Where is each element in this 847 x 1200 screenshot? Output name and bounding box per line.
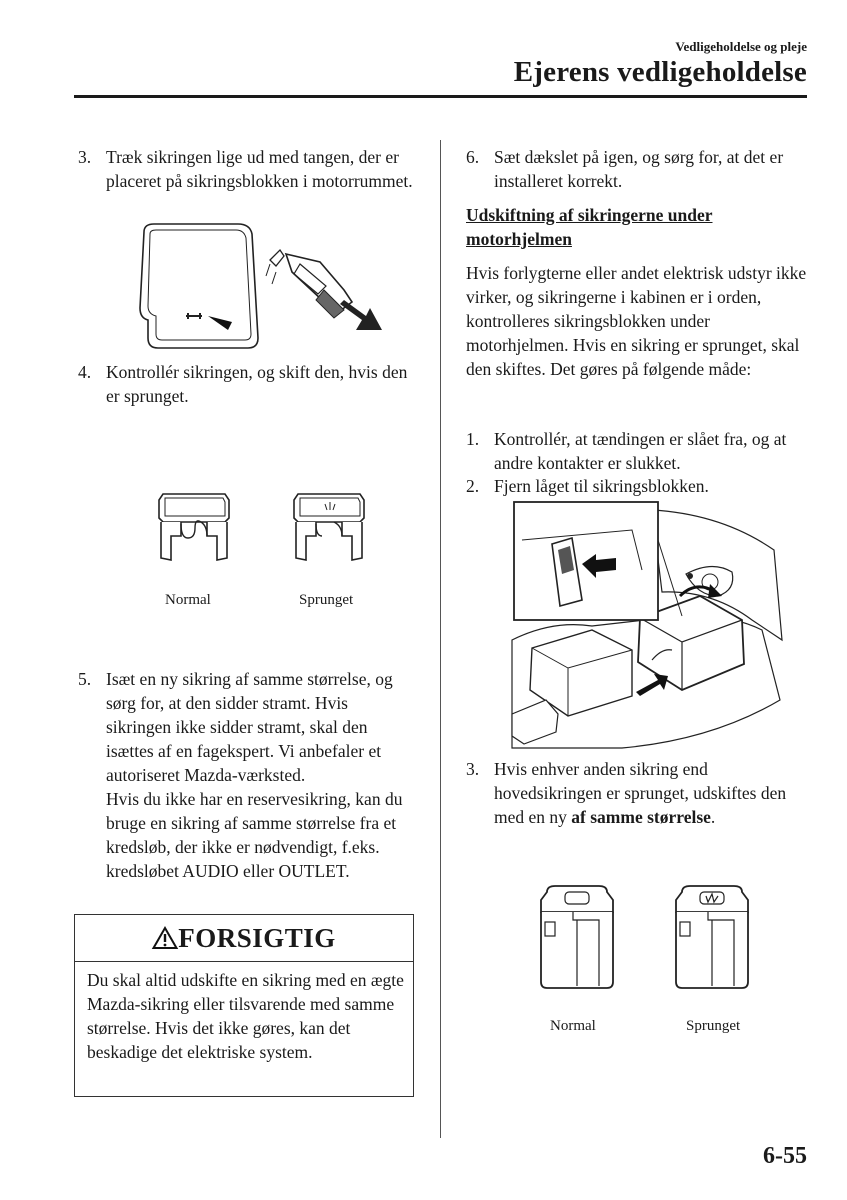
step-text: Isæt en ny sikring af samme størrelse, og sørg for, at den sidder stramt. Hvis sikringen ikke sidder stramt, skal den isættes af en fagekspert. Vi anbefaler et autoriseret Mazda-værksted.	[106, 669, 393, 785]
blade-fuse-normal-illustration	[155, 488, 233, 566]
caption-normal: Normal	[550, 1018, 596, 1034]
left-step-3	[78, 145, 416, 193]
step-number: 4.	[78, 362, 92, 382]
caution-box	[74, 914, 414, 1097]
step-text: Kontrollér, at tændingen er slået fra, og at andre kontakter er slukket.	[494, 429, 787, 473]
step-text-plain: Hvis enhver anden sikring end hovedsikringen er sprunget, udskiftes den med en ny	[494, 759, 787, 827]
intro-paragraph: Hvis forlygterne eller andet elektrisk udstyr ikke virker, og sikringerne i kabinen er i orden, kontrolleres sikringsblokken under motorhjelmen. Hvis en sikring er sprunget, skal den skiftes. Det gøres på følgende måde:	[466, 263, 807, 379]
caution-title: FORSIGTIG	[178, 922, 336, 953]
caution-header	[75, 915, 413, 962]
step-text-extra: Hvis du ikke har en reservesikring, kan du bruge en sikring af samme størrelse fra et kredsløb, der ikke er nødvendigt, f.eks. kredsløbet AUDIO eller OUTLET.	[106, 789, 403, 881]
step-text-end: .	[710, 807, 716, 827]
blade-fuse-blown-illustration	[290, 488, 368, 566]
step-number: 2.	[466, 476, 480, 496]
cartridge-fuse-normal-illustration	[537, 882, 617, 992]
left-step-4	[78, 360, 416, 408]
warning-triangle-icon	[152, 926, 178, 950]
page-title: Ejerens vedligeholdelse	[513, 56, 807, 88]
step-text: Træk sikringen lige ud med tangen, der er placeret på sikringsblokken i motorrummet.	[106, 147, 413, 191]
caution-text: Du skal altid udskifte en sikring med en ægte Mazda-sikring eller tilsvarende med samme størrelse. Hvis det ikke gøres, kan det beskadige det elektriske system.	[87, 970, 404, 1062]
page-number: 6-55	[763, 1143, 807, 1169]
right-step-2	[466, 474, 808, 498]
step-number: 3.	[78, 147, 92, 167]
section-subheading: Udskiftning af sikringerne under motorhjelmen	[466, 205, 713, 249]
step-text	[494, 757, 808, 829]
caption-blown: Sprunget	[686, 1018, 741, 1034]
caption-normal: Normal	[165, 592, 211, 608]
step-text-bold: af samme størrelse	[571, 807, 711, 827]
engine-bay-illustration	[512, 500, 787, 748]
section-label: Vedligeholdelse og pleje	[675, 39, 807, 54]
step-text: Kontrollér sikringen, og skift den, hvis den er sprunget.	[106, 362, 408, 406]
step-number: 5.	[78, 669, 92, 689]
column-divider	[440, 140, 441, 1138]
caption-blown: Sprunget	[299, 592, 354, 608]
right-step-3	[466, 757, 808, 829]
step-text: Fjern låget til sikringsblokken.	[494, 476, 709, 496]
right-step-1	[466, 427, 808, 475]
fuse-puller-illustration	[130, 220, 395, 355]
step-number: 3.	[466, 759, 480, 779]
header-rule	[74, 95, 807, 98]
step-number: 1.	[466, 429, 480, 449]
left-step-5	[78, 667, 416, 883]
step-number: 6.	[466, 147, 480, 167]
cartridge-fuse-blown-illustration	[672, 882, 752, 992]
right-step-6	[466, 145, 806, 193]
step-text: Sæt dækslet på igen, og sørg for, at det er installeret korrekt.	[494, 147, 784, 191]
